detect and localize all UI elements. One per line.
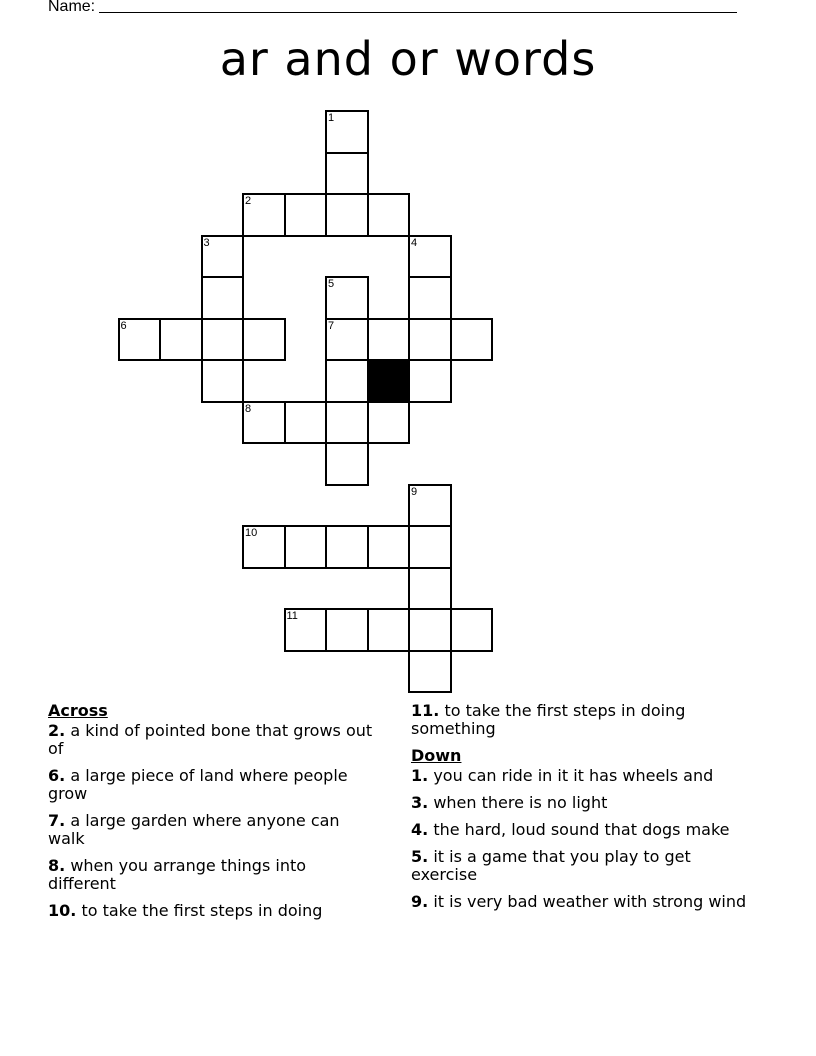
grid-cell[interactable] xyxy=(325,359,369,403)
clue-across-11: 11. to take the first steps in doing something xyxy=(411,701,686,738)
grid-cell[interactable] xyxy=(284,608,328,652)
cell-number: 9 xyxy=(411,485,418,498)
grid-cell[interactable] xyxy=(284,525,328,569)
clue-down-3: 3. when there is no light xyxy=(411,793,608,812)
cell-number: 5 xyxy=(328,278,335,290)
grid-cell[interactable] xyxy=(159,318,203,362)
grid-cell-blocked xyxy=(367,359,411,403)
clue-across-8: 8. when you arrange things into different xyxy=(48,856,307,893)
grid-cell[interactable] xyxy=(367,318,411,362)
grid-cell[interactable] xyxy=(325,442,369,486)
grid-cell[interactable] xyxy=(408,525,452,569)
grid-cell[interactable] xyxy=(325,318,369,362)
grid-cell[interactable] xyxy=(284,193,328,237)
grid-cell[interactable] xyxy=(408,318,452,362)
grid-cell[interactable] xyxy=(201,359,245,403)
grid-cell[interactable] xyxy=(325,110,369,154)
grid-cell[interactable] xyxy=(325,608,369,652)
grid-cell[interactable] xyxy=(284,401,328,445)
clue-across-6: 6. a large piece of land where people grow xyxy=(48,766,348,803)
clue-across-2: 2. a kind of pointed bone that grows out of xyxy=(48,721,373,758)
cell-number: 6 xyxy=(120,319,127,332)
grid-cell[interactable] xyxy=(408,484,452,528)
grid-cell[interactable] xyxy=(367,401,411,445)
cell-number: 11 xyxy=(286,610,298,622)
grid-cell[interactable] xyxy=(201,276,245,320)
clue-across-7: 7. a large garden where anyone can walk xyxy=(48,811,340,848)
grid-cell[interactable] xyxy=(325,152,369,196)
cell-number: 1 xyxy=(328,112,335,124)
grid-cell[interactable] xyxy=(242,525,286,569)
grid-cell[interactable] xyxy=(242,401,286,445)
clue-down-9: 9. it is very bad weather with strong wind xyxy=(411,892,747,911)
grid-cell[interactable] xyxy=(201,235,245,279)
cell-number: 3 xyxy=(203,236,210,249)
grid-cell[interactable] xyxy=(408,567,452,611)
grid-cell[interactable] xyxy=(325,401,369,445)
grid-cell[interactable] xyxy=(367,193,411,237)
clues-right-column xyxy=(411,702,751,920)
grid-cell[interactable] xyxy=(325,525,369,569)
down-heading: Down xyxy=(411,746,462,765)
grid-cell[interactable] xyxy=(242,318,286,362)
grid-cell[interactable] xyxy=(408,650,452,694)
page-title: ar and or words xyxy=(219,32,597,86)
across-heading: Across xyxy=(48,701,108,720)
cell-number: 7 xyxy=(328,319,335,332)
grid-cell[interactable] xyxy=(408,359,452,403)
clue-down-5: 5. it is a game that you play to get exercise xyxy=(411,847,691,884)
cell-number: 4 xyxy=(411,236,418,249)
grid-cell[interactable] xyxy=(325,193,369,237)
clue-across-10: 10. to take the first steps in doing xyxy=(48,901,323,920)
name-label: Name: xyxy=(48,0,96,15)
grid-cell[interactable] xyxy=(450,608,494,652)
grid-cell[interactable] xyxy=(367,608,411,652)
grid-cell[interactable] xyxy=(450,318,494,362)
grid-cell[interactable] xyxy=(118,318,162,362)
grid-cell[interactable] xyxy=(367,525,411,569)
grid-cell[interactable] xyxy=(242,193,286,237)
cell-number: 8 xyxy=(245,402,252,415)
cell-number: 2 xyxy=(245,195,252,207)
clue-down-4: 4. the hard, loud sound that dogs make xyxy=(411,820,730,839)
grid-cell[interactable] xyxy=(325,276,369,320)
clues-left-column xyxy=(48,702,378,929)
grid-cell[interactable] xyxy=(408,276,452,320)
cell-number: 10 xyxy=(245,527,258,539)
clue-down-1: 1. you can ride in it it has wheels and xyxy=(411,766,714,785)
grid-cell[interactable] xyxy=(408,608,452,652)
grid-cell[interactable] xyxy=(201,318,245,362)
grid-cell[interactable] xyxy=(408,235,452,279)
